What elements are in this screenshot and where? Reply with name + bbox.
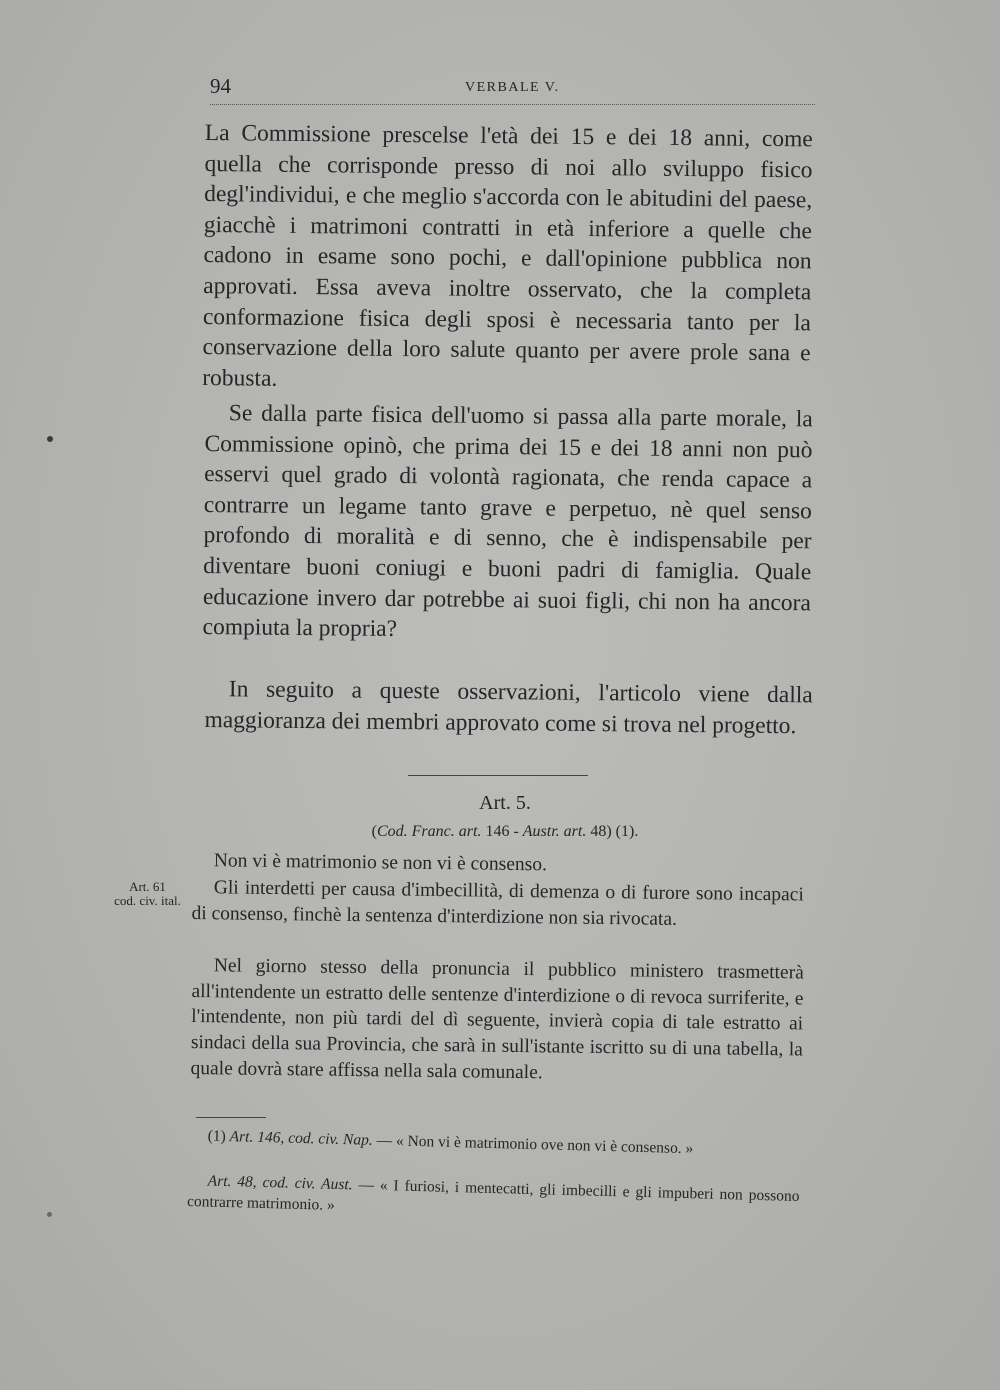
- article-heading: Art. 5.: [479, 792, 531, 814]
- ref-code-french: Cod. Franc. art.: [376, 823, 482, 840]
- margin-note: [100, 880, 195, 908]
- ref-code-austrian: Austr. art.: [522, 823, 587, 840]
- article-paragraph-2: Gli interdetti per causa d'imbecillità, di demenza o di furore sono incapaci di consenso, finchè la sentenza d'interdizione non sia rivocata.: [191, 877, 804, 930]
- footnote-1-marker: (1): [207, 1127, 230, 1146]
- footnote-rule: [196, 1117, 266, 1118]
- body-paragraph-1: La Commissione prescelse l'età dei 15 e dei 18 anni, come quella che corrisponde presso di noi allo sviluppo fisico degl'individui, e che meglio s'accorda con le abitudini del paese, giacchè i matrimoni contratti in età inferiore a quelle che cadono in esame sono pochi, e dall'opinione pubblica non approvati. Essa aveva inoltre osservato, che la completa conformazione fisica degli sposi è necessaria tanto per la conservazione della loro salute quanto per avere prole sana e robusta.: [202, 119, 813, 392]
- margin-note-article: Art. 61: [129, 879, 166, 894]
- running-head: VERBALE V.: [465, 80, 560, 95]
- page-header: [210, 74, 815, 105]
- article-paragraph-3: Nel giorno stesso della pronuncia il pubblico ministero trasmetterà all'intendente un estratto delle sentenze d'interdizione o di revoca surriferite, e l'intendente, non più tardi del dì seguente, invierà copia di tale estratto ai sindaci della sua Provincia, che sarà in sull'istante iscritto su di una tabella, la quale dovrà stare affissa nella sala comunale.: [190, 955, 804, 1084]
- margin-note-code: cod. civ. ital.: [114, 893, 181, 908]
- footnote-1-text: — « Non vi è matrimonio ove non vi è consenso. »: [372, 1131, 694, 1158]
- ref-number-austrian: 48) (1).: [586, 823, 639, 840]
- footnote-2: [187, 1170, 800, 1228]
- footnote-2-ref: Art. 48, cod. civ. Aust.: [207, 1172, 353, 1194]
- ink-speck: [47, 1212, 52, 1217]
- ref-open-paren: (: [371, 823, 377, 840]
- footnote-1: [187, 1125, 799, 1162]
- ink-speck: [47, 436, 53, 442]
- page-number: 94: [210, 74, 231, 98]
- article-reference: [200, 823, 810, 841]
- body-paragraph-2: Se dalla parte fisica dell'uomo si passa alla parte morale, la Commissione opinò, che prima dei 15 e dei 18 anni non può esservi quel grado di volontà ragionata, che renda capace a contrarre un legame tanto grave e perpetuo, nè quel senso profondo di moralità e di senno, che è indispensabile per diventare buoni coniugi e buoni padri di famiglia. Quale educazione invero dar potrebbe ai suoi figli, chi non ha ancora compiuta la propria?: [202, 400, 813, 643]
- section-divider: [408, 775, 588, 776]
- ref-number-french: 146 -: [481, 823, 523, 840]
- footnote-2-text: — « I furiosi, i mentecatti, gli imbecilli e gli impuberi non possono contrarre matrimonio. »: [186, 1176, 800, 1214]
- footnote-1-ref: Art. 146, cod. civ. Nap.: [229, 1128, 373, 1149]
- article-paragraph-1: Non vi è matrimonio se non vi è consenso.: [213, 850, 548, 876]
- body-paragraph-3: In seguito a queste osservazioni, l'articolo viene dalla maggioranza dei membri approvato come si trova nel progetto.: [204, 676, 813, 739]
